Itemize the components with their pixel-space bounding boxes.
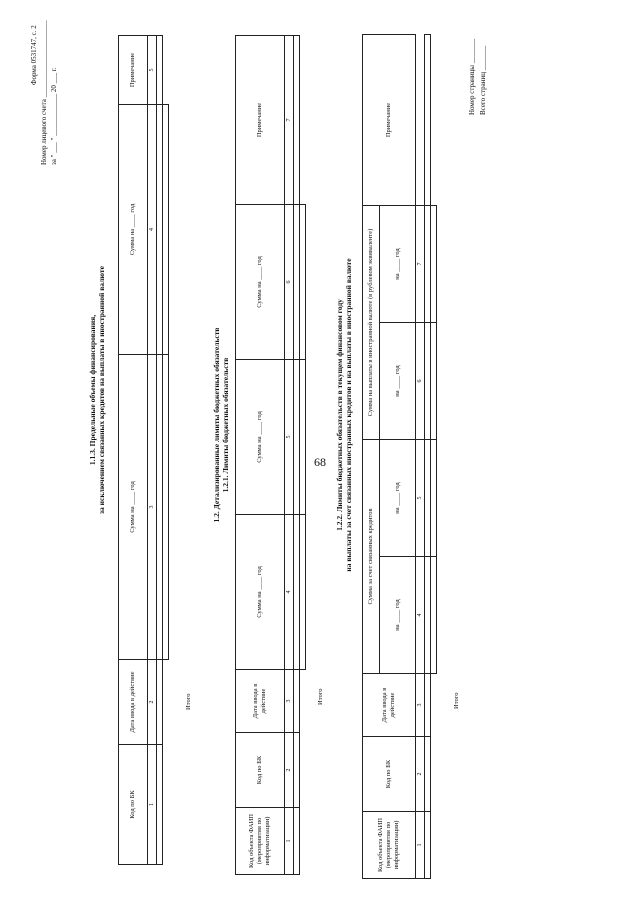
col-sum: на ____ год <box>380 440 416 557</box>
col-faip: Код объекта ФАИП (мероприятия по информатизации) <box>236 808 285 875</box>
page-number-label: Номер страницы _______ <box>468 38 476 115</box>
col-number: 1 <box>285 808 294 875</box>
col-number: 4 <box>148 105 157 355</box>
col-kbk: Код по БК <box>119 745 148 865</box>
col-date: Дата ввода в действие <box>236 670 285 733</box>
col-number: 7 <box>285 36 294 205</box>
col-remark: Примечание <box>119 36 148 105</box>
col-sum1: Сумма на ____ год <box>236 515 285 670</box>
col-kbk: Код по БК <box>363 737 416 812</box>
col-sum: на ____ год <box>380 206 416 323</box>
total-label-3: Итого <box>453 692 460 709</box>
col-number: 3 <box>148 355 157 660</box>
col-number: 3 <box>416 674 425 737</box>
section2-title: 1.2. Детализированные лимиты бюджетных обязательств 1.2.1. Лимиты бюджетных обязательств <box>212 327 230 523</box>
limits-table-3 <box>362 34 437 879</box>
group-linked-credits: Сумма за счет связанных кредитов <box>363 440 380 674</box>
col-number: 4 <box>285 515 294 670</box>
col-date: Дата ввода в действие <box>363 674 416 737</box>
col-number: 2 <box>148 660 157 745</box>
col-number: 5 <box>416 440 425 557</box>
col-number: 5 <box>148 36 157 105</box>
section3-title: 1.2.2. Лимиты бюджетных обязательств в текущем финансовом году на выплаты за счет связанных иностранных кредитов и на выплаты в иностранной валюте <box>335 258 353 572</box>
col-number: 3 <box>285 670 294 733</box>
col-kbk: Код по БК <box>236 733 285 808</box>
col-remark: Примечание <box>236 36 285 205</box>
limits-table-2 <box>235 35 306 875</box>
col-number: 4 <box>416 557 425 674</box>
form-reference: Форма 0531747, с. 2 <box>30 25 38 85</box>
group-foreign-currency: Сумма на выплаты в иностранной валюте (в рублевом эквиваленте) <box>363 206 380 440</box>
account-number-label: Номер лицевого счета ______________________ <box>40 20 48 165</box>
col-sum: на ____ год <box>380 323 416 440</box>
col-sum2: Сумма на ____ год <box>119 105 148 355</box>
total-label-1: Итого <box>185 693 192 710</box>
col-date: Дата ввода в действие <box>119 660 148 745</box>
col-number: 7 <box>416 206 425 323</box>
col-sum3: Сумма на ____ год <box>236 205 285 360</box>
col-number: 5 <box>285 360 294 515</box>
section1-title: 1.1.3. Предельные объемы финансирования, за исключением связанных кредитов на выплаты в иностранной валюте <box>88 266 106 514</box>
period-line: за " ___ " ____________ 20 ___ г. <box>50 67 58 165</box>
col-sum2: Сумма на ____ год <box>236 360 285 515</box>
col-number: 6 <box>285 205 294 360</box>
col-remark: Примечание <box>363 35 416 206</box>
col-sum1: Сумма на ____ год <box>119 355 148 660</box>
col-faip: Код объекта ФАИП (мероприятия по информатизации) <box>363 812 416 879</box>
col-number: 6 <box>416 323 425 440</box>
col-sum: на ____ год <box>380 557 416 674</box>
page-number: 68 <box>314 455 326 469</box>
col-number: 1 <box>148 745 157 865</box>
col-number: 2 <box>416 737 425 812</box>
col-number: 2 <box>285 733 294 808</box>
total-label-2: Итого <box>317 688 324 705</box>
limits-table-1 <box>118 35 169 865</box>
total-pages-label: Всего страниц _______ <box>479 45 487 115</box>
col-number: 1 <box>416 812 425 879</box>
